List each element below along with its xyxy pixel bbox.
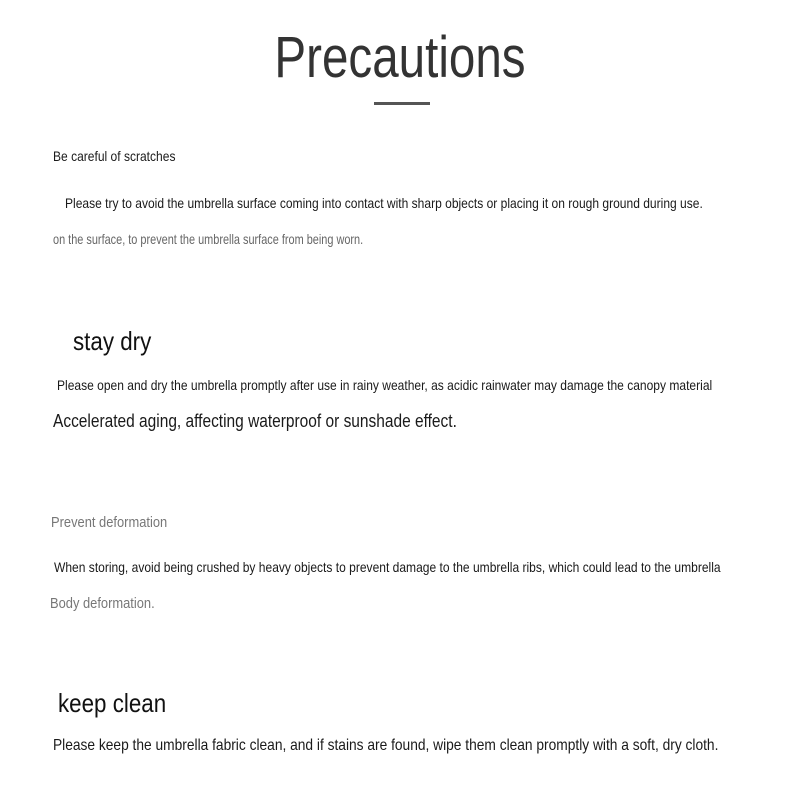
- section-heading-stay-dry: stay dry: [73, 326, 152, 356]
- section-text-deformation-line1: When storing, avoid being crushed by heavy objects to prevent damage to the umbrella ribs, which could lead to the umbrella: [54, 559, 721, 575]
- section-text-keep-clean-line1: Please keep the umbrella fabric clean, and if stains are found, wipe them clean promptly with a soft, dry cloth.: [53, 737, 719, 754]
- section-heading-keep-clean: keep clean: [58, 688, 167, 718]
- section-text-scratches-line1: Please try to avoid the umbrella surface coming into contact with sharp objects or placing it on rough ground during use.: [65, 195, 703, 211]
- section-text-deformation-line2: Body deformation.: [50, 595, 155, 612]
- section-heading-deformation: Prevent deformation: [51, 514, 168, 531]
- section-text-scratches-line2: on the surface, to prevent the umbrella surface from being worn.: [53, 231, 364, 247]
- section-heading-scratches: Be careful of scratches: [53, 148, 176, 164]
- section-text-stay-dry-line2: Accelerated aging, affecting waterproof or sunshade effect.: [53, 411, 457, 431]
- title-underline: [374, 102, 430, 105]
- page-title: Precautions: [274, 25, 526, 90]
- section-text-stay-dry-line1: Please open and dry the umbrella promptly after use in rainy weather, as acidic rainwater may damage the canopy material: [57, 377, 713, 393]
